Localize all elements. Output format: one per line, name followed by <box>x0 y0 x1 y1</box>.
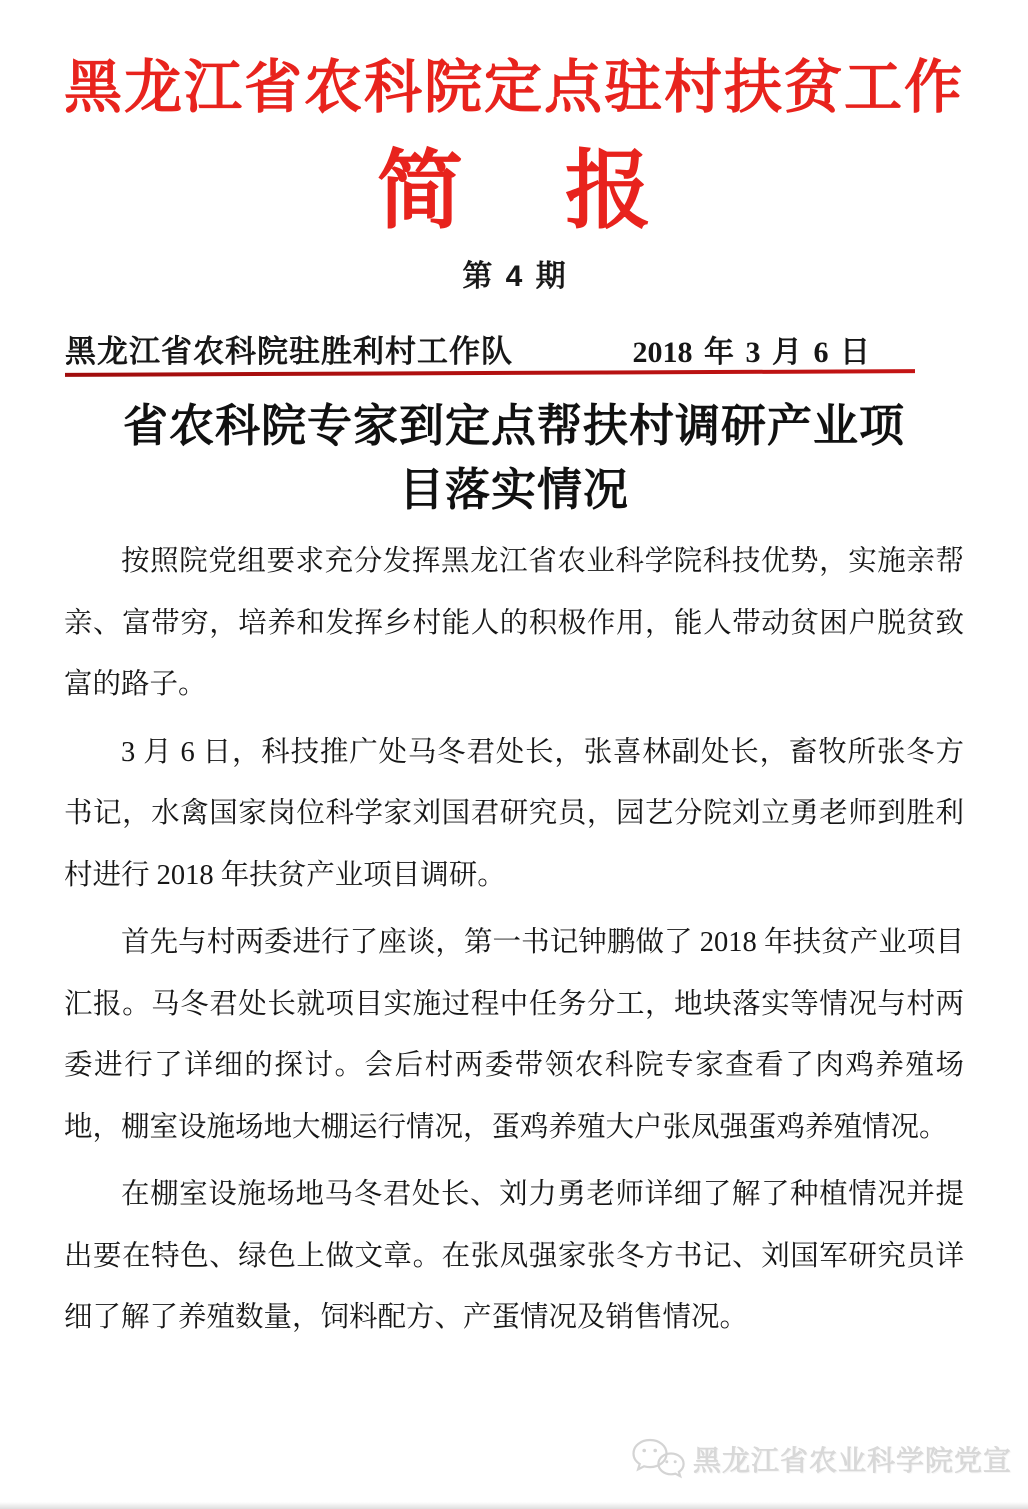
article-body <box>64 531 964 1355</box>
article-heading: 省农科院专家到定点帮扶村调研产业项目落实情况 <box>122 400 905 515</box>
masthead-brief-title: 简 报 <box>377 143 651 239</box>
masthead-title: 黑龙江省农科院定点驻村扶贫工作 <box>63 55 964 120</box>
body-paragraph: 在棚室设施场地马冬君处长、刘力勇老师详细了解了种植情况并提出要在特色、绿色上做文章。在张凤强家张冬方书记、刘国军研究员详细了解了养殖数量，饲料配方、产蛋情况及销售情况。 <box>64 1179 964 1333</box>
info-row <box>65 326 963 371</box>
wechat-logo-icon <box>631 1438 685 1480</box>
body-paragraph: 首先与村两委进行了座谈，第一书记钟鹏做了 2018 年扶贫产业项目汇报。马冬君处长就项目实施过程中任务分工，地块落实等情况与村两委进行了详细的探讨。会后村两委带领农科院专家查看了肉鸡养殖场地，棚室设施场地大棚运行情况，蛋鸡养殖大户张凤强蛋鸡养殖情况。 <box>64 927 964 1143</box>
issue-date: 2018 年 3 月 6 日 <box>632 336 870 369</box>
publisher-watermark <box>631 1438 1012 1480</box>
work-team-name: 黑龙江省农科院驻胜利村工作队 <box>65 334 513 369</box>
body-paragraph: 按照院党组要求充分发挥黑龙江省农业科学院科技优势，实施亲帮亲、富带穷，培养和发挥乡村能人的积极作用，能人带动贫困户脱贫致富的路子。 <box>64 546 964 700</box>
issue-number: 第 4 期 <box>462 260 566 293</box>
publisher-watermark-text: 黑龙江省农业科学院党宣 <box>692 1445 1012 1476</box>
body-paragraph: 3 月 6 日，科技推广处马冬君处长，张喜林副处长，畜牧所张冬方书记，水禽国家岗位科学家刘国君研究员，园艺分院刘立勇老师到胜利村进行 2018 年扶贫产业项目调研。 <box>64 736 964 891</box>
article-heading-wrap <box>0 394 1028 522</box>
